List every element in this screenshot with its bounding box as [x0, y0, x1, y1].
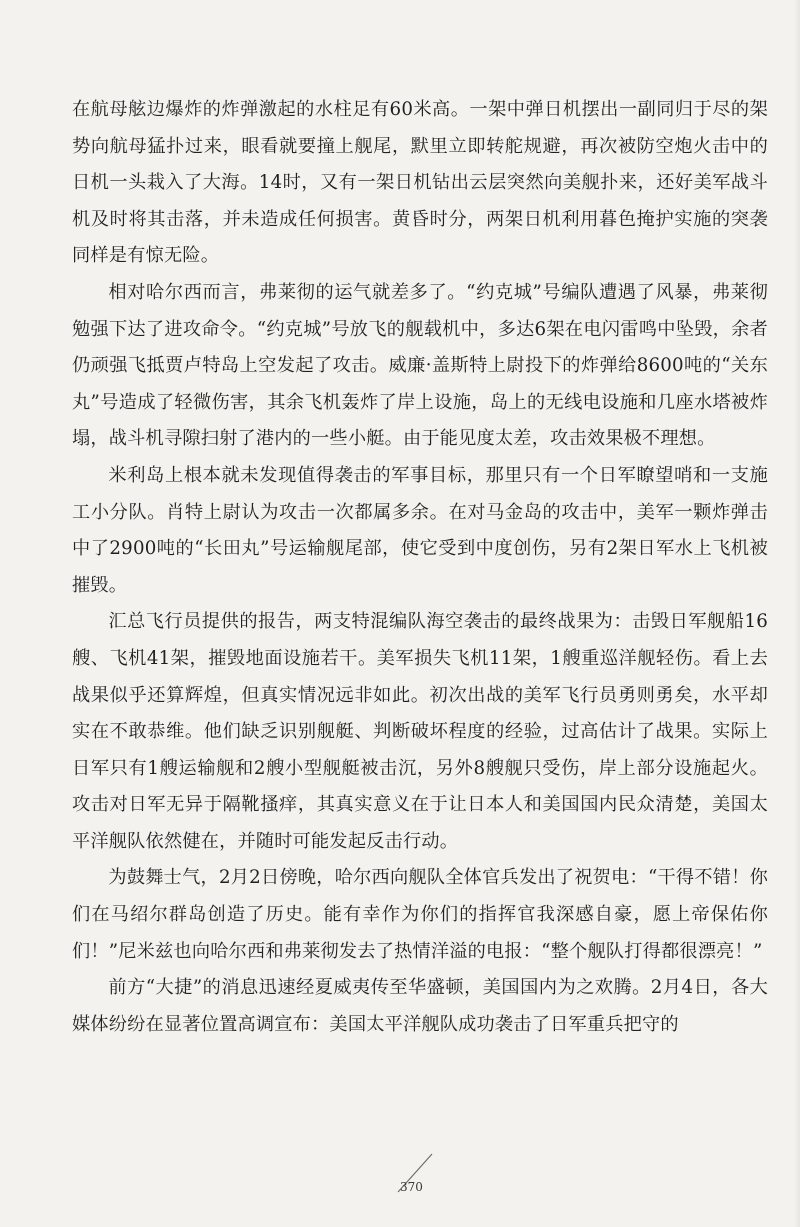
paragraph-4: 汇总飞行员提供的报告，两支特混编队海空袭击的最终战果为：击毁日军舰船16艘、飞机41架，摧毁地面设施若干。美军损失飞机11架，1艘重巡洋舰轻伤。看上去战果似乎还算辉煌，但真实情况远非如此。初次出战的美军飞行员勇则勇矣，水平却实在不敢恭维。他们缺乏识别舰艇、判断破坏程度的经验，过高估计了战果。实际上日军只有1艘运输舰和2艘小型舰艇被击沉，另外8艘舰只受伤，岸上部分设施起火。攻击对日军无异于隔靴搔痒，其真实意义在于让日本人和美国国内民众清楚，美国太平洋舰队依然健在，并随时可能发起反击行动。	[72, 611, 768, 852]
page-number: 370	[400, 1180, 423, 1194]
paragraph-6: 前方“大捷”的消息迅速经夏威夷传至华盛顿，美国国内为之欢腾。2月4日，各大媒体纷纷在显著位置高调宣布：美国太平洋舰队成功袭击了日军重兵把守的	[72, 977, 768, 1035]
body-text	[72, 92, 768, 1043]
paragraph-5: 为鼓舞士气，2月2日傍晚，哈尔西向舰队全体官兵发出了祝贺电：“干得不错！你们在马绍尔群岛创造了历史。能有幸作为你们的指挥官我深感自豪，愿上帝保佑你们！”尼米兹也向哈尔西和弗莱彻发去了热情洋溢的电报：“整个舰队打得都很漂亮！”	[72, 867, 768, 962]
paragraph-2: 相对哈尔西而言，弗莱彻的运气就差多了。“约克城”号编队遭遇了风暴，弗莱彻勉强下达了进攻命令。“约克城”号放飞的舰载机中，多达6架在电闪雷鸣中坠毁，余者仍顽强飞抵贾卢特岛上空发起了攻击。威廉·盖斯特上尉投下的炸弹给8600吨的“关东丸”号造成了轻微伤害，其余飞机轰炸了岸上设施，岛上的无线电设施和几座水塔被炸塌，战斗机寻隙扫射了港内的一些小艇。由于能见度太差，攻击效果极不理想。	[72, 281, 768, 450]
page-edge-shadow	[794, 0, 800, 1227]
paragraph-3: 米利岛上根本就未发现值得袭击的军事目标，那里只有一个日军瞭望哨和一支施工小分队。肖特上尉认为攻击一次都属多余。在对马金岛的攻击中，美军一颗炸弹击中了2900吨的“长田丸”号运输舰尾部，使它受到中度创伤，另有2架日军水上飞机被摧毁。	[72, 464, 768, 596]
paragraph-1: 在航母舷边爆炸的炸弹激起的水柱足有60米高。一架中弹日机摆出一副同归于尽的架势向航母猛扑过来，眼看就要撞上舰尾，默里立即转舵规避，再次被防空炮火击中的日机一头栽入了大海。14时，又有一架日机钻出云层突然向美舰扑来，还好美军战斗机及时将其击落，并未造成任何损害。黄昏时分，两架日机利用暮色掩护实施的突袭同样是有惊无险。	[72, 99, 768, 267]
